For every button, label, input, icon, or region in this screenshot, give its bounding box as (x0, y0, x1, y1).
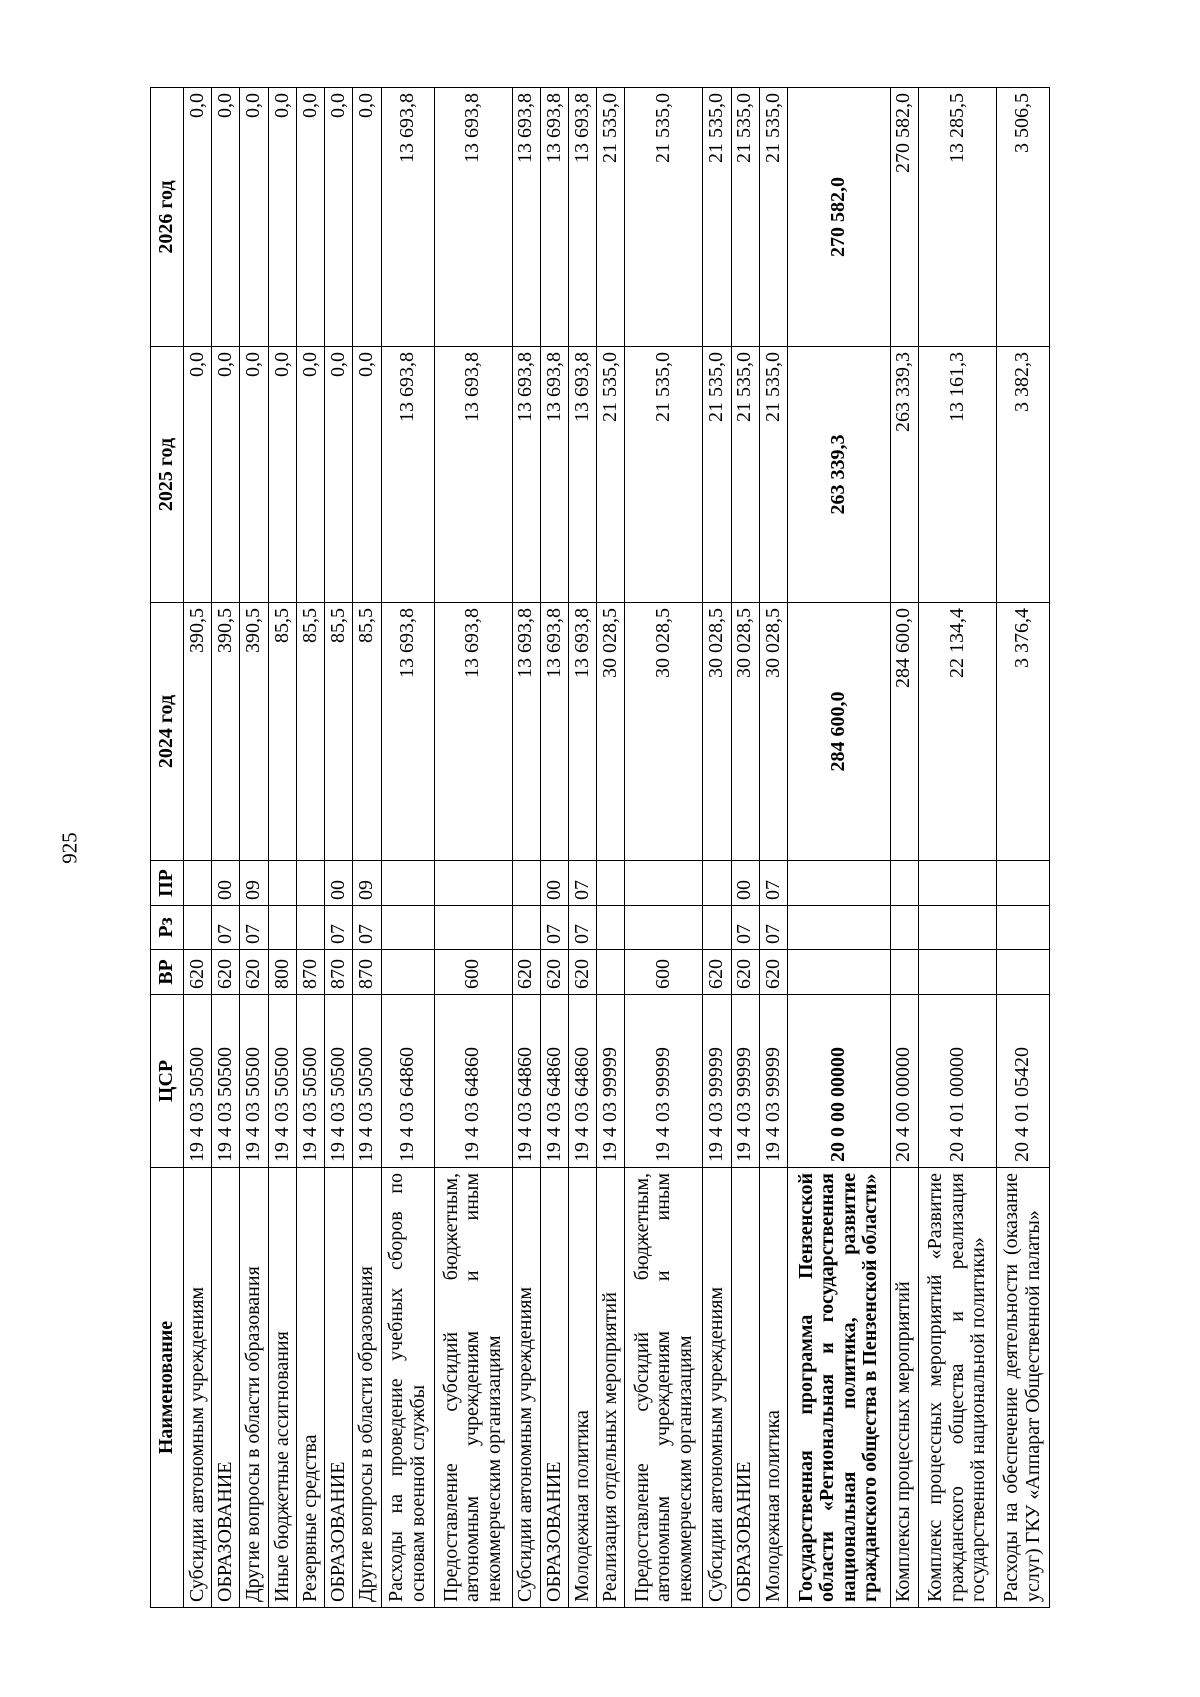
row-rz (788, 906, 891, 950)
row-2026: 0,0 (325, 88, 353, 347)
row-csr: 19 4 03 64860 (540, 995, 568, 1168)
row-rz (381, 906, 434, 950)
row-2026: 13 693,8 (540, 88, 568, 347)
row-2024: 3 376,4 (996, 603, 1049, 861)
row-name: Предоставление субсидий бюджетным, автономным учреждениям и иным некоммерческим организациям (434, 1168, 512, 1608)
table-row (759, 88, 787, 1608)
row-csr: 19 4 03 64860 (381, 995, 434, 1168)
row-2025: 13 693,8 (512, 347, 540, 603)
row-vr (890, 950, 918, 995)
row-vr: 620 (731, 950, 759, 995)
row-rz (268, 906, 296, 950)
row-csr: 19 4 03 50500 (325, 995, 353, 1168)
row-rz: 07 (731, 906, 759, 950)
table-row (240, 88, 268, 1608)
table-row (325, 88, 353, 1608)
row-2026: 13 693,8 (434, 88, 512, 347)
row-pr: 00 (325, 861, 353, 906)
table-row (540, 88, 568, 1608)
row-pr: 07 (759, 861, 787, 906)
row-2024: 13 693,8 (569, 603, 597, 861)
row-pr (184, 861, 212, 906)
row-2025: 13 693,8 (540, 347, 568, 603)
row-rz (890, 906, 918, 950)
row-2026: 0,0 (240, 88, 268, 347)
row-rz (918, 906, 996, 950)
row-vr (788, 950, 891, 995)
row-2026: 21 535,0 (759, 88, 787, 347)
row-csr: 19 4 03 99999 (759, 995, 787, 1168)
header-rz: Рз (151, 906, 184, 950)
row-vr: 620 (703, 950, 731, 995)
row-pr: 09 (353, 861, 381, 906)
row-2025: 21 535,0 (703, 347, 731, 603)
row-2024: 390,5 (240, 603, 268, 861)
row-csr: 19 4 03 99999 (703, 995, 731, 1168)
row-csr: 19 4 03 50500 (240, 995, 268, 1168)
row-vr: 620 (540, 950, 568, 995)
row-2025: 0,0 (353, 347, 381, 603)
row-2024: 85,5 (353, 603, 381, 861)
row-csr: 19 4 03 50500 (296, 995, 324, 1168)
row-2025: 21 535,0 (625, 347, 703, 603)
row-name: Расходы на обеспечение деятельности (оказание услуг) ГКУ «Аппарат Общественной палаты» (996, 1168, 1049, 1608)
row-rz (625, 906, 703, 950)
row-vr: 620 (512, 950, 540, 995)
row-2024: 30 028,5 (759, 603, 787, 861)
row-pr (597, 861, 625, 906)
row-2026: 0,0 (212, 88, 240, 347)
row-pr (268, 861, 296, 906)
row-rz: 07 (540, 906, 568, 950)
row-name: Резервные средства (296, 1168, 324, 1608)
row-vr: 600 (625, 950, 703, 995)
row-2025: 0,0 (184, 347, 212, 603)
row-name: Реализация отдельных мероприятий (597, 1168, 625, 1608)
row-vr: 620 (212, 950, 240, 995)
row-name: ОБРАЗОВАНИЕ (540, 1168, 568, 1608)
row-2025: 0,0 (296, 347, 324, 603)
row-rz: 07 (353, 906, 381, 950)
row-vr: 870 (325, 950, 353, 995)
header-2024: 2024 год (151, 603, 184, 861)
row-2024: 284 600,0 (788, 603, 891, 861)
row-2024: 30 028,5 (625, 603, 703, 861)
row-pr (890, 861, 918, 906)
row-pr (512, 861, 540, 906)
row-vr (918, 950, 996, 995)
row-vr: 870 (353, 950, 381, 995)
table-row (268, 88, 296, 1608)
row-pr: 07 (569, 861, 597, 906)
row-csr: 20 4 00 00000 (890, 995, 918, 1168)
row-rz (184, 906, 212, 950)
row-name: ОБРАЗОВАНИЕ (325, 1168, 353, 1608)
row-pr (918, 861, 996, 906)
table-body (184, 88, 1050, 1608)
row-vr (996, 950, 1049, 995)
row-2024: 284 600,0 (890, 603, 918, 861)
budget-table (150, 87, 1050, 1608)
row-csr: 19 4 03 50500 (353, 995, 381, 1168)
header-pr: ПР (151, 861, 184, 906)
row-2024: 30 028,5 (703, 603, 731, 861)
row-name: Комплексы процессных мероприятий (890, 1168, 918, 1608)
header-2025: 2025 год (151, 347, 184, 603)
row-name: Другие вопросы в области образования (240, 1168, 268, 1608)
row-vr: 870 (296, 950, 324, 995)
row-pr (296, 861, 324, 906)
row-2024: 85,5 (268, 603, 296, 861)
row-pr: 00 (731, 861, 759, 906)
table-row (434, 88, 512, 1608)
row-name: Другие вопросы в области образования (353, 1168, 381, 1608)
row-csr: 19 4 03 64860 (569, 995, 597, 1168)
row-pr (381, 861, 434, 906)
row-rz (703, 906, 731, 950)
row-2026: 21 535,0 (731, 88, 759, 347)
row-rz (996, 906, 1049, 950)
row-2025: 13 693,8 (569, 347, 597, 603)
row-rz (597, 906, 625, 950)
row-pr: 00 (212, 861, 240, 906)
page-number: 925 (57, 832, 82, 864)
row-pr (625, 861, 703, 906)
row-2026: 0,0 (268, 88, 296, 347)
row-rz: 07 (240, 906, 268, 950)
table-row (625, 88, 703, 1608)
row-vr: 620 (569, 950, 597, 995)
row-name: Молодежная политика (759, 1168, 787, 1608)
row-2026: 0,0 (296, 88, 324, 347)
row-csr: 19 4 03 99999 (731, 995, 759, 1168)
table-row (296, 88, 324, 1608)
row-2026: 3 506,5 (996, 88, 1049, 347)
row-rz: 07 (759, 906, 787, 950)
header-name: Наименование (151, 1168, 184, 1608)
row-name: Государственная программа Пензенской области «Региональная и государственная национальная политика, развитие гражданского общества в Пензенской области» (788, 1168, 891, 1608)
row-pr (788, 861, 891, 906)
row-rz: 07 (212, 906, 240, 950)
header-csr: ЦСР (151, 995, 184, 1168)
row-rz: 07 (569, 906, 597, 950)
row-2025: 3 382,3 (996, 347, 1049, 603)
row-2025: 21 535,0 (597, 347, 625, 603)
row-2024: 13 693,8 (540, 603, 568, 861)
row-rz (296, 906, 324, 950)
row-pr (434, 861, 512, 906)
row-rz (512, 906, 540, 950)
row-2024: 85,5 (296, 603, 324, 861)
row-name: Предоставление субсидий бюджетным, автономным учреждениям и иным некоммерческим организациям (625, 1168, 703, 1608)
row-name: Иные бюджетные ассигнования (268, 1168, 296, 1608)
row-csr: 19 4 03 64860 (434, 995, 512, 1168)
table-row (890, 88, 918, 1608)
row-csr: 19 4 03 50500 (184, 995, 212, 1168)
row-2025: 21 535,0 (731, 347, 759, 603)
row-vr (381, 950, 434, 995)
row-rz (434, 906, 512, 950)
row-name: Комплекс процессных мероприятий «Развитие гражданского общества и реализация государственной национальной политики» (918, 1168, 996, 1608)
row-2024: 13 693,8 (381, 603, 434, 861)
row-2025: 0,0 (325, 347, 353, 603)
row-2026: 13 693,8 (381, 88, 434, 347)
row-name: Молодежная политика (569, 1168, 597, 1608)
row-2026: 13 693,8 (569, 88, 597, 347)
row-pr (703, 861, 731, 906)
header-2026: 2026 год (151, 88, 184, 347)
row-2025: 263 339,3 (890, 347, 918, 603)
row-pr: 09 (240, 861, 268, 906)
row-name: Субсидии автономным учреждениям (184, 1168, 212, 1608)
row-name: ОБРАЗОВАНИЕ (212, 1168, 240, 1608)
row-2024: 22 134,4 (918, 603, 996, 861)
row-2024: 390,5 (212, 603, 240, 861)
row-2026: 13 285,5 (918, 88, 996, 347)
row-vr (597, 950, 625, 995)
row-2024: 13 693,8 (512, 603, 540, 861)
row-2026: 270 582,0 (788, 88, 891, 347)
row-2025: 0,0 (240, 347, 268, 603)
row-csr: 19 4 03 50500 (268, 995, 296, 1168)
row-vr: 600 (434, 950, 512, 995)
table-row (184, 88, 212, 1608)
table-row (703, 88, 731, 1608)
row-2025: 13 161,3 (918, 347, 996, 603)
row-2025: 13 693,8 (434, 347, 512, 603)
row-vr: 620 (240, 950, 268, 995)
table-row (788, 88, 891, 1608)
row-name: ОБРАЗОВАНИЕ (731, 1168, 759, 1608)
row-pr: 00 (540, 861, 568, 906)
row-2025: 0,0 (212, 347, 240, 603)
row-vr: 800 (268, 950, 296, 995)
row-name: Субсидии автономным учреждениям (703, 1168, 731, 1608)
row-csr: 20 0 00 00000 (788, 995, 891, 1168)
row-2026: 13 693,8 (512, 88, 540, 347)
row-2025: 263 339,3 (788, 347, 891, 603)
row-2026: 21 535,0 (703, 88, 731, 347)
table-header-row (151, 88, 184, 1608)
table-row (353, 88, 381, 1608)
table-row (996, 88, 1049, 1608)
row-2024: 30 028,5 (597, 603, 625, 861)
row-csr: 20 4 01 00000 (918, 995, 996, 1168)
row-2024: 85,5 (325, 603, 353, 861)
table-row (212, 88, 240, 1608)
row-csr: 19 4 03 99999 (597, 995, 625, 1168)
table-row (381, 88, 434, 1608)
row-pr (996, 861, 1049, 906)
rotated-page-content (150, 88, 1050, 1608)
table-row (569, 88, 597, 1608)
row-2025: 0,0 (268, 347, 296, 603)
table-row (918, 88, 996, 1608)
row-rz: 07 (325, 906, 353, 950)
row-2026: 0,0 (184, 88, 212, 347)
row-vr: 620 (184, 950, 212, 995)
row-2026: 0,0 (353, 88, 381, 347)
row-name: Субсидии автономным учреждениям (512, 1168, 540, 1608)
row-csr: 19 4 03 50500 (212, 995, 240, 1168)
row-csr: 19 4 03 99999 (625, 995, 703, 1168)
row-vr: 620 (759, 950, 787, 995)
header-vr: ВР (151, 950, 184, 995)
row-2026: 21 535,0 (625, 88, 703, 347)
row-2025: 13 693,8 (381, 347, 434, 603)
row-2024: 13 693,8 (434, 603, 512, 861)
row-2025: 21 535,0 (759, 347, 787, 603)
row-2026: 21 535,0 (597, 88, 625, 347)
table-row (597, 88, 625, 1608)
row-2024: 30 028,5 (731, 603, 759, 861)
row-2026: 270 582,0 (890, 88, 918, 347)
row-csr: 20 4 01 05420 (996, 995, 1049, 1168)
table-row (731, 88, 759, 1608)
row-2024: 390,5 (184, 603, 212, 861)
table-row (512, 88, 540, 1608)
row-csr: 19 4 03 64860 (512, 995, 540, 1168)
row-name: Расходы на проведение учебных сборов по основам военной службы (381, 1168, 434, 1608)
